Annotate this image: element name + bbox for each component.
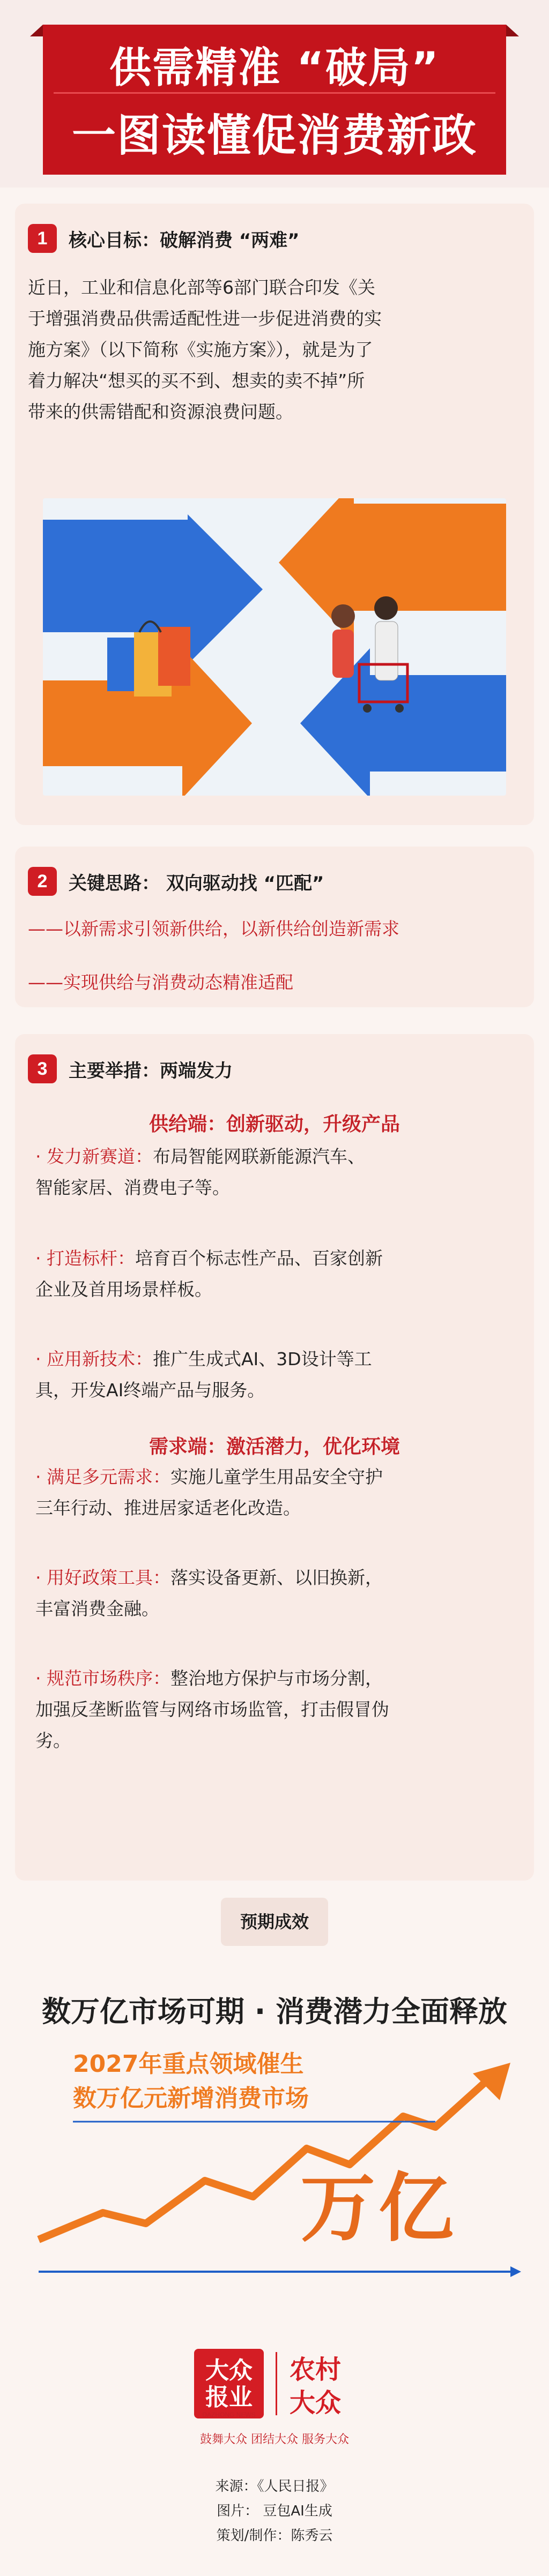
credit-editor: 策划/制作：陈秀云 xyxy=(216,2528,333,2544)
item-lead: · 用好政策工具： xyxy=(35,1567,170,1588)
blue-arrow-bottom-right xyxy=(300,648,506,796)
item-text: 加强反垄断监管与网络市场监管，打击假冒伪 xyxy=(35,1699,389,1720)
item-text: 丰富消费金融。 xyxy=(35,1598,159,1619)
section3-number-badge: 3 xyxy=(28,1054,57,1083)
item-lead: · 满足多元需求： xyxy=(35,1466,170,1487)
header-banner xyxy=(0,0,549,188)
demand-item xyxy=(35,1663,507,1756)
item-text: 整治地方保护与市场分割， xyxy=(170,1668,383,1689)
item-text: 三年行动、推进居家适老化改造。 xyxy=(35,1497,301,1518)
section3-heading xyxy=(28,1054,233,1083)
section2-principle-1: ——以新需求引领新供给，以新供给创造新需求 xyxy=(28,918,399,939)
header-title-line2: 一图读懂促消费新政 xyxy=(71,110,477,161)
shopper-woman-head-icon xyxy=(331,604,355,628)
item-text: 劣。 xyxy=(35,1730,71,1751)
supply-item xyxy=(35,1243,507,1305)
section1-title: 核心目标：破解消费 “两难” xyxy=(69,229,300,251)
section1-line: 于增强消费品供需适配性进一步促进消费的实 xyxy=(28,308,382,329)
growth-arrowhead-icon xyxy=(473,2063,510,2100)
cart-wheel-icon xyxy=(395,704,404,713)
demand-item xyxy=(35,1562,507,1624)
item-lead: · 打造标杆： xyxy=(35,1248,135,1269)
logo-english-text: DAZHONG NEWS xyxy=(202,2411,256,2418)
item-lead: · 应用新技术： xyxy=(35,1349,153,1369)
shopper-man-head-icon xyxy=(374,596,398,620)
item-text: 推广生成式AI、3D设计等工 xyxy=(152,1349,372,1369)
banner-fold-left xyxy=(30,25,43,36)
section2-title: 关键思路： 双向驱动找 “匹配” xyxy=(69,872,324,894)
cart-wheel-icon xyxy=(363,704,372,713)
brand-slogan: 鼓舞大众 团结大众 服务大众 xyxy=(200,2433,349,2446)
axis-arrow-icon xyxy=(510,2266,521,2277)
supply-demand-illustration xyxy=(43,498,506,796)
logo-main-text: 大众 报业 xyxy=(205,2357,253,2411)
section1-line: 着力解决“想买的买不到、想卖的卖不掉”所 xyxy=(28,370,365,391)
section1-number-badge: 1 xyxy=(28,224,57,253)
arrows-illustration-svg xyxy=(43,498,506,796)
logo-divider xyxy=(276,2352,277,2415)
item-text: 落实设备更新、以旧换新， xyxy=(170,1567,383,1588)
logo-right-line2: 大众 xyxy=(290,2388,342,2418)
section2-heading xyxy=(28,867,324,896)
section1-line: 施方案》（以下简称《实施方案》），就是为了 xyxy=(28,339,373,360)
shopper-woman-body-icon xyxy=(332,630,354,678)
item-text: 实施儿童学生用品安全守护 xyxy=(170,1466,383,1487)
header-divider xyxy=(54,92,495,94)
item-text: 布局智能网联新能源汽车、 xyxy=(152,1146,365,1167)
goal-line-1: 2027年重点领域催生 xyxy=(73,2050,304,2078)
item-text: 培育百个标志性产品、百家创新 xyxy=(135,1248,383,1269)
item-text: 智能家居、消费电子等。 xyxy=(35,1177,230,1198)
section2-number-badge: 2 xyxy=(28,867,57,896)
supply-item xyxy=(35,1141,507,1203)
item-lead: · 发力新赛道： xyxy=(35,1146,153,1167)
expected-result-label: 预期成效 xyxy=(240,1912,309,1932)
supply-side-title: 供给端：创新驱动，升级产品 xyxy=(149,1113,400,1135)
shopping-bag-red-icon xyxy=(158,627,190,686)
logo-right-line1: 农村 xyxy=(290,2355,342,2385)
header-title-line1: 供需精准 “破局” xyxy=(109,44,440,92)
credit-image: 图片： 豆包AI生成 xyxy=(217,2503,332,2519)
banner-fold-right xyxy=(506,25,519,36)
credit-source: 来源：《人民日报》 xyxy=(215,2478,334,2495)
section1-line: 近日，工业和信息化部等6部门联合印发《关 xyxy=(28,277,375,298)
shopper-man-body-icon xyxy=(375,621,398,680)
goal-line-2: 数万亿元新增消费市场 xyxy=(73,2085,309,2112)
section2-principle-2: ——实现供给与消费动态精准适配 xyxy=(28,972,293,993)
section3-title: 主要举措：两端发力 xyxy=(69,1060,233,1082)
demand-item xyxy=(35,1462,507,1524)
expected-headline: 数万亿市场可期 · 消费潜力全面释放 xyxy=(41,1995,508,2028)
supply-item xyxy=(35,1344,507,1406)
section1-body xyxy=(28,272,516,428)
item-lead: · 规范市场秩序： xyxy=(35,1668,170,1689)
item-text: 企业及首用场景样板。 xyxy=(35,1279,212,1300)
big-wanyi-text: 万亿 xyxy=(300,2165,457,2252)
demand-side-title: 需求端：激活潜力，优化环境 xyxy=(149,1436,400,1458)
expected-result-tab xyxy=(221,1898,328,1946)
section1-line: 带来的供需错配和资源浪费问题。 xyxy=(28,401,293,422)
item-text: 具，开发AI终端产品与服务。 xyxy=(35,1380,265,1401)
section1-heading xyxy=(28,224,300,253)
